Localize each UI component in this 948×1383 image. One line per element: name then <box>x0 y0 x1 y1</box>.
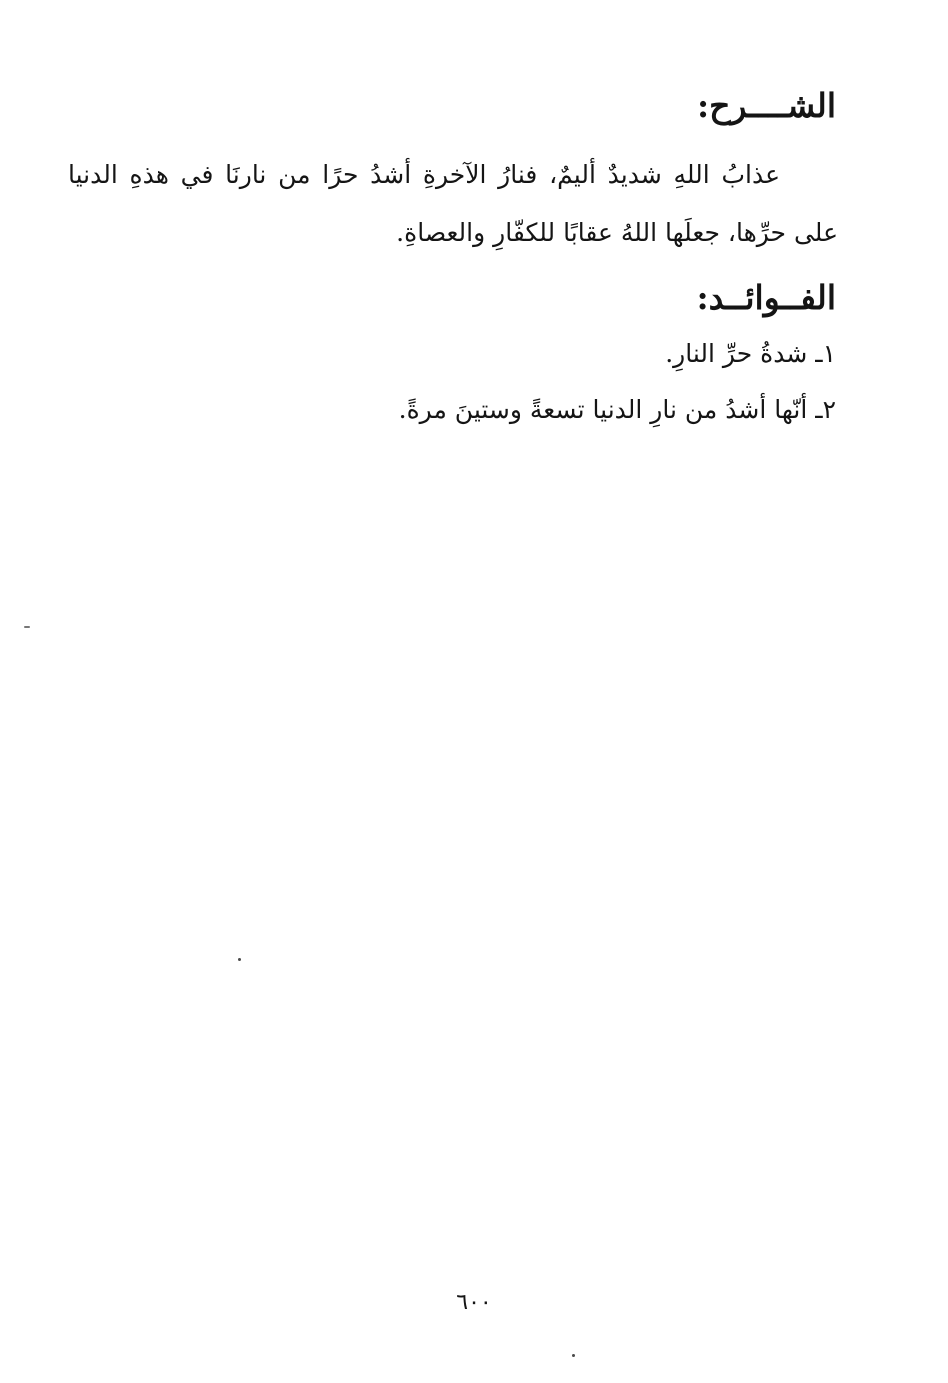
benefits-heading: الفــوائــد: <box>696 278 836 317</box>
benefit-item-1: ١ـ شدةُ حرِّ النارِ. <box>665 339 836 368</box>
explanation-text: عذابُ اللهِ شديدٌ أليمٌ، فنارُ الآخرةِ أشدُ حرًا من نارنَا في هذهِ الدنيا على حرِّها، جعلَها اللهُ عقابًا للكفّارِ والعصاةِ. <box>68 160 838 247</box>
scan-speck <box>572 1354 575 1357</box>
explanation-paragraph <box>68 146 838 262</box>
scan-speck <box>24 626 30 628</box>
explanation-heading: الشــــرح: <box>696 86 836 125</box>
scan-speck <box>238 958 241 961</box>
benefit-item-2: ٢ـ أنّها أشدُ من نارِ الدنيا تسعةً وستينَ مرةً. <box>398 395 836 424</box>
page-number: ٦٠٠ <box>456 1290 492 1315</box>
